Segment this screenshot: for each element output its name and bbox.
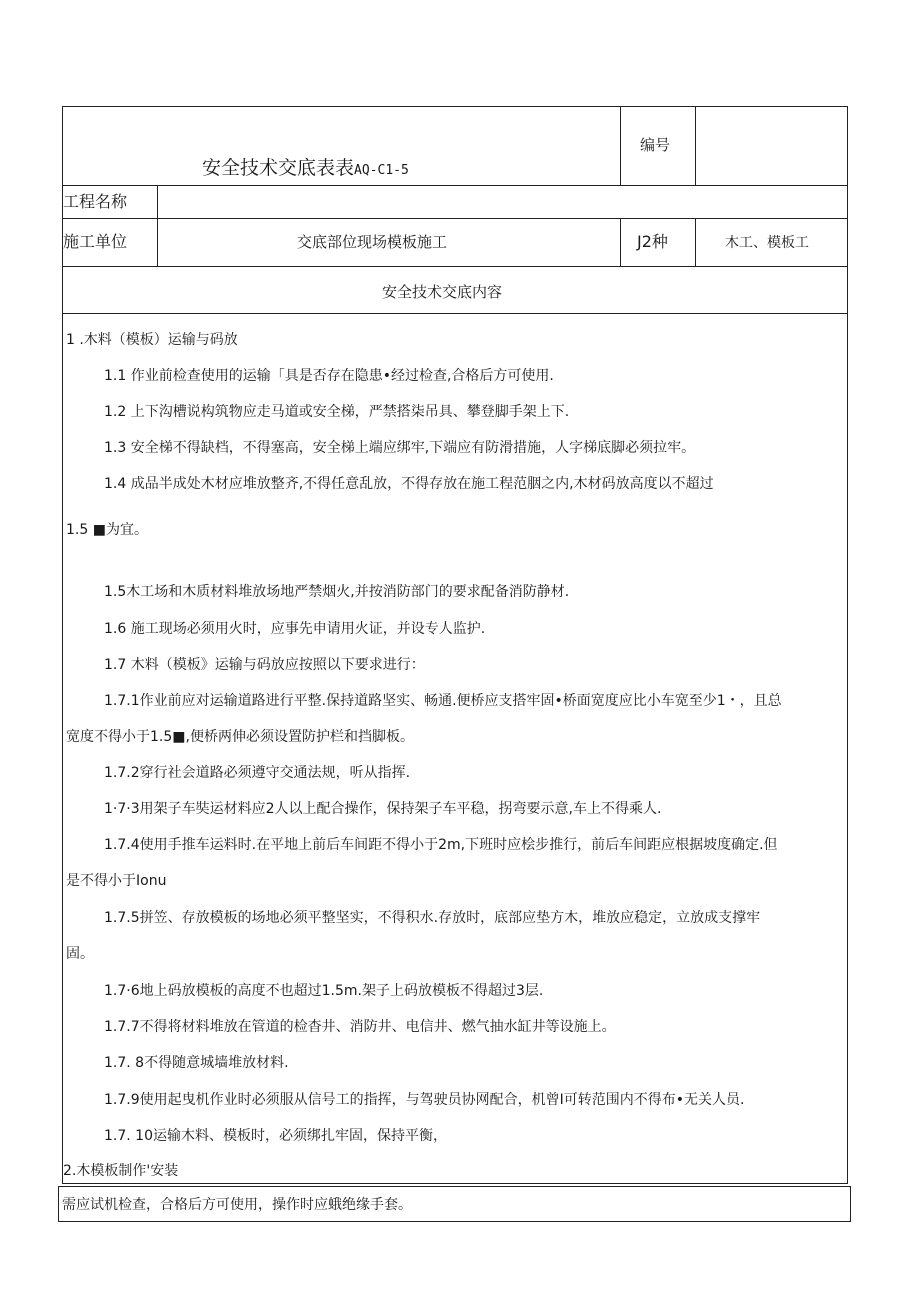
trade-value: 木工、模板工 (725, 235, 809, 251)
footer-box-left (58, 1186, 59, 1222)
content-title: 安全技术交底内容 (382, 283, 503, 301)
footer-box-top (58, 1186, 851, 1187)
number-label-divider-right (695, 106, 696, 186)
body-line: 1.2 上下沟槽说构筑物应走马道或安全梯，严禁搭柒吊具、攀登脚手架上下. (104, 404, 570, 420)
body-line: 1.7. 8不得随意城墙堆放材料. (104, 1055, 289, 1071)
footer-box-bottom (58, 1221, 851, 1222)
body-line: 2.木模板制作'安装 (63, 1163, 179, 1179)
construction-unit-label: 施工单位 (63, 232, 128, 251)
table-right-border (847, 106, 848, 1184)
body-line: 宽度不得小于1.5■,便桥两伸必须设置防护栏和挡脚板。 (66, 729, 414, 745)
disclosure-part-value: 现场模板施工 (357, 233, 448, 251)
trade-divider-right (695, 218, 696, 266)
body-line: 1.7.9使用起曳机作业时必须服从信号工的指挥，与驾驶员协网配合，机曾I可转范围内不得布•无关人员. (104, 1092, 745, 1108)
table-top-border (62, 106, 848, 107)
disclosure-part (297, 233, 447, 251)
body-line: 是不得小于Ionu (66, 873, 167, 889)
body-line: 1.6 施工现场必须用火时，应事先申请用火证，并设专人监护. (104, 621, 486, 637)
body-line: 1 .木料（模板）运输与码放 (66, 332, 238, 348)
body-line: 1.7.4使用手推车运料时.在平地上前后车间距不得小于2m,下班时应桧步推行，前后车间距应根据坡度确定.但 (104, 837, 778, 853)
number-label-divider-left (620, 106, 621, 186)
number-label: 编号 (640, 136, 671, 154)
row-divider-3 (62, 266, 848, 267)
body-line: 1.7. 10运输木料、模板时，必须绑扎牢固，保持平衡， (104, 1128, 447, 1144)
footer-box-right (850, 1186, 851, 1222)
body-line: 1·7·3用架子车奘运材料应2人以上配合操作，保持架子车平稳，拐弯要示意,车上不得乘人. (104, 801, 662, 817)
body-line: 1.7.2穿行社会道路必须遵守交通法规，听从指挥. (104, 765, 411, 781)
table-left-border (62, 106, 63, 1184)
body-line: 1.7.1作业前应对运输道路进行平整.保持道路坚实、畅通.便桥应支搭牢固•桥面宽度应比小车宽至少1・，且总 (104, 693, 782, 709)
body-line: 1.7 木料（模板》运输与码放应按照以下要求进行： (104, 657, 425, 673)
form-code: AQ-C1-5 (354, 163, 409, 178)
disclosure-part-label: 交底部位 (297, 233, 358, 251)
row-divider-4 (62, 313, 848, 314)
body-line: 1.7.5拼笠、存放模板的场地必须平整坚实，不得积水.存放时，底部应垫方木，堆放应稳定，立放成支撑牢 (104, 910, 761, 926)
trade-label: J2种 (637, 232, 668, 251)
label-column-divider (157, 185, 158, 266)
body-line: 1.4 成品半成处木材应堆放整齐,不得任意乱放，不得存放在施工程范胭之内,木材码放高度以不超过 (104, 476, 714, 492)
body-line: 固。 (66, 946, 94, 962)
title-text: 安全技术交底表表 (202, 157, 355, 179)
body-line: 1.5木工场和木质材料堆放场地严禁烟火,并按消防部门的要求配备消防静材. (104, 584, 570, 600)
body-line: 1.7·6地上码放模板的高度不也超过1.5m.架子上码放模板不得超过3层. (104, 983, 544, 999)
body-line: 1.1 作业前检查使用的运输「具是否存在隐患•经过检查,合格后方可使用. (104, 368, 554, 384)
trade-divider-left (620, 218, 621, 266)
body-line: 1.3 安全梯不得缺档，不得塞高，安全梯上端应绑牢,下端应有防滑措施，人字梯底脚必须拉牢。 (104, 440, 696, 456)
body-line: 1.5 ■为宜。 (66, 522, 148, 538)
project-name-label: 工程名称 (63, 192, 128, 211)
footer-text: 需应试机检查，合格后方可使用，操作时应蛾绝缘手套。 (62, 1197, 412, 1213)
document-title (202, 157, 409, 182)
row-divider-1 (62, 185, 848, 186)
row-divider-2 (62, 218, 848, 219)
body-line: 1.7.7不得将材料堆放在管道的检杳井、消防井、电信井、燃气抽水缸井等设施上。 (104, 1019, 616, 1035)
content-bottom-border (62, 1183, 848, 1184)
